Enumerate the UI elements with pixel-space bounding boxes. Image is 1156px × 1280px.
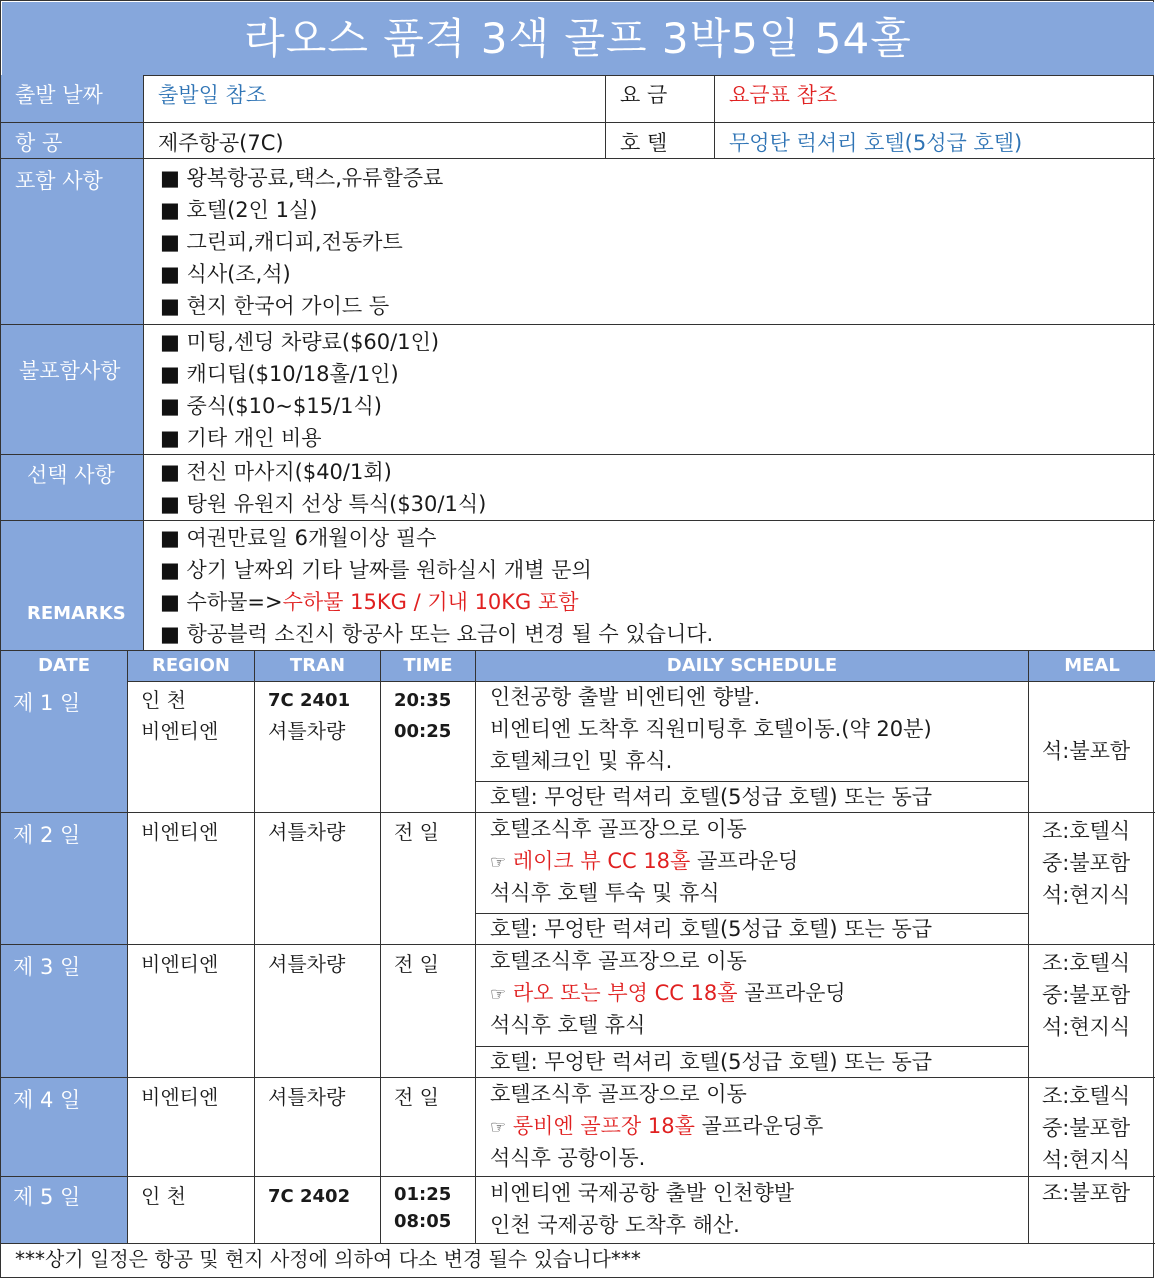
remarks-section xyxy=(1,521,1155,651)
time-text: 전 일 xyxy=(394,952,439,976)
optional-label: 선택 사항 xyxy=(1,455,144,520)
meal-text: 석:현지식 xyxy=(1042,1148,1131,1172)
list-item: ■ 기타 개인 비용 xyxy=(160,422,1155,454)
tran-cell xyxy=(255,813,381,944)
meal-text: 중:불포함 xyxy=(1042,851,1131,875)
remarks-list xyxy=(160,522,1155,650)
excluded-list xyxy=(160,326,1155,454)
list-item: ■ 중식($10~$15/1식) xyxy=(160,390,1155,422)
meal-text: 석:현지식 xyxy=(1042,883,1131,907)
table-row-day4 xyxy=(1,1078,1155,1177)
meal-text: 조:호텔식 xyxy=(1042,819,1131,843)
hotel-line: 호텔: 무엉탄 럭셔리 호텔(5성급 호텔) 또는 동급 xyxy=(476,913,1028,944)
day-label: 제 1 일 xyxy=(1,681,128,812)
meal-cell xyxy=(1029,813,1155,944)
remarks-label: REMARKS xyxy=(1,521,144,650)
region-text: 비엔티엔 xyxy=(141,820,219,844)
golf-course-rest: 골프라운딩 xyxy=(690,849,799,873)
baggage-prefix: 수하물=> xyxy=(186,590,283,614)
tran-text: 7C 2402 xyxy=(268,1186,351,1207)
baggage-value: 수하물 15KG / 기내 10KG 포함 xyxy=(282,590,579,614)
list-item: ■ 현지 한국어 가이드 등 xyxy=(160,290,1155,322)
time-text: 전 일 xyxy=(394,820,439,844)
footer-notice: ***상기 일정은 항공 및 현지 사정에 의하여 다소 변경 될수 있습니다*** xyxy=(15,1247,641,1271)
schedule-line: 호텔조식후 골프장으로 이동 xyxy=(490,817,747,841)
time-cell xyxy=(381,813,476,944)
schedule-line-golf xyxy=(476,1110,1028,1142)
golf-course-highlight: 레이크 뷰 CC 18홀 xyxy=(512,849,691,873)
region-cell xyxy=(128,1078,255,1176)
day-label: 제 2 일 xyxy=(1,813,128,944)
list-item: ■ 항공블럭 소진시 항공사 또는 요금이 변경 될 수 있습니다. xyxy=(160,618,1155,650)
day-label: 제 4 일 xyxy=(1,1078,128,1176)
schedule-line: 인천공항 출발 비엔티엔 향발. xyxy=(490,685,761,709)
list-item: ■ 여권만료일 6개월이상 필수 xyxy=(160,522,1155,554)
info-row-departure xyxy=(1,75,1155,123)
meal-cell xyxy=(1029,1078,1155,1176)
table-row-day1 xyxy=(1,681,1155,813)
meal-cell xyxy=(1029,1177,1155,1243)
region-cell xyxy=(128,681,255,812)
time-cell xyxy=(381,1078,476,1176)
schedule-table-header xyxy=(1,651,1155,682)
departure-value: 출발일 참조 xyxy=(144,75,606,122)
header-date: DATE xyxy=(1,651,128,681)
pointing-hand-icon: ☞ xyxy=(490,984,507,1005)
schedule-line: 호텔조식후 골프장으로 이동 xyxy=(490,949,747,973)
list-item: ■ 식사(조,석) xyxy=(160,258,1155,290)
region-text: 인 천 xyxy=(141,688,186,712)
airline-label: 항 공 xyxy=(1,123,144,158)
tran-text: 셔틀차량 xyxy=(268,952,346,976)
time-cell xyxy=(381,945,476,1077)
schedule-line-golf xyxy=(476,977,1028,1009)
pointing-hand-icon: ☞ xyxy=(490,852,507,873)
list-item: ■ 상기 날짜외 기타 날짜를 원하실시 개별 문의 xyxy=(160,554,1155,586)
meal-text: 중:불포함 xyxy=(1042,1116,1131,1140)
tran-cell xyxy=(255,1177,381,1243)
schedule-cell xyxy=(476,945,1029,1077)
tran-cell xyxy=(255,1078,381,1176)
table-row-day3 xyxy=(1,945,1155,1078)
tran-cell xyxy=(255,681,381,812)
info-row-airline xyxy=(1,123,1155,159)
header-meal: MEAL xyxy=(1064,655,1120,676)
time-text: 20:35 xyxy=(394,690,452,711)
hotel-label: 호 텔 xyxy=(606,123,715,158)
day-label: 제 5 일 xyxy=(1,1177,128,1243)
time-text: 01:25 xyxy=(394,1184,452,1205)
hotel-value: 무엉탄 럭셔리 호텔(5성급 호텔) xyxy=(729,131,1023,155)
region-text: 비엔티엔 xyxy=(141,1085,219,1109)
schedule-line: 석식후 호텔 휴식 xyxy=(490,1013,646,1037)
region-cell xyxy=(128,1177,255,1243)
list-item-baggage xyxy=(160,586,1155,618)
tran-text: 셔틀차량 xyxy=(268,719,346,743)
remarks-list-cell xyxy=(144,521,1155,650)
meal-text: 석:현지식 xyxy=(1042,1015,1131,1039)
list-item: ■ 전신 마사지($40/1회) xyxy=(160,456,1155,488)
included-section xyxy=(1,159,1155,325)
included-list-cell xyxy=(144,159,1155,324)
tran-cell xyxy=(255,945,381,1077)
meal-cell xyxy=(1029,681,1155,812)
day-label: 제 3 일 xyxy=(1,945,128,1077)
optional-section xyxy=(1,455,1155,521)
hotel-line: 호텔: 무엉탄 럭셔리 호텔(5성급 호텔) 또는 동급 xyxy=(476,781,1028,812)
hotel-line: 호텔: 무엉탄 럭셔리 호텔(5성급 호텔) 또는 동급 xyxy=(476,1046,1028,1077)
list-item: ■ 왕복항공료,택스,유류할증료 xyxy=(160,162,1155,194)
table-row-day5 xyxy=(1,1177,1155,1244)
price-value: 요금표 참조 xyxy=(729,83,838,107)
excluded-section xyxy=(1,325,1155,455)
meal-text: 중:불포함 xyxy=(1042,983,1131,1007)
schedule-line: 인천 국제공항 도착후 해산. xyxy=(490,1213,740,1237)
header-schedule: DAILY SCHEDULE xyxy=(476,651,1029,681)
meal-text: 조:불포함 xyxy=(1042,1181,1131,1205)
excluded-label: 불포함사항 xyxy=(1,325,144,454)
schedule-line: 호텔조식후 골프장으로 이동 xyxy=(490,1082,747,1106)
region-cell xyxy=(128,945,255,1077)
optional-list xyxy=(160,456,1155,520)
meal-cell xyxy=(1029,945,1155,1077)
optional-list-cell xyxy=(144,455,1155,520)
schedule-line-golf xyxy=(476,845,1028,877)
region-text: 인 천 xyxy=(141,1184,186,1208)
time-text: 08:05 xyxy=(394,1211,452,1232)
schedule-line: 비엔티엔 국제공항 출발 인천향발 xyxy=(490,1181,795,1205)
meal-text: 조:호텔식 xyxy=(1042,951,1131,975)
golf-course-rest: 골프라운딩후 xyxy=(694,1114,824,1138)
region-text: 비엔티엔 xyxy=(141,952,219,976)
header-tran: TRAN xyxy=(255,651,381,681)
schedule-line: 호텔체크인 및 휴식. xyxy=(490,749,673,773)
table-row-day2 xyxy=(1,813,1155,945)
tran-text: 셔틀차량 xyxy=(268,1085,346,1109)
time-text: 전 일 xyxy=(394,1085,439,1109)
header-region: REGION xyxy=(128,651,255,681)
list-item: ■ 미팅,센딩 차량료($60/1인) xyxy=(160,326,1155,358)
excluded-list-cell xyxy=(144,325,1155,454)
golf-course-highlight: 롱비엔 골프장 18홀 xyxy=(512,1114,695,1138)
airline-value: 제주항공(7C) xyxy=(144,123,606,158)
schedule-line: 석식후 호텔 투숙 및 휴식 xyxy=(490,881,720,905)
golf-course-highlight: 라오 또는 부영 CC 18홀 xyxy=(512,981,738,1005)
list-item: ■ 그린피,캐디피,전동카트 xyxy=(160,226,1155,258)
time-cell xyxy=(381,681,476,812)
time-text: 00:25 xyxy=(394,721,452,742)
schedule-cell xyxy=(476,1177,1029,1243)
list-item: ■ 탕원 유원지 선상 특식($30/1식) xyxy=(160,488,1155,520)
tran-text: 셔틀차량 xyxy=(268,820,346,844)
tran-text: 7C 2401 xyxy=(268,690,351,711)
included-label: 포함 사항 xyxy=(1,159,144,324)
schedule-cell xyxy=(476,681,1029,812)
region-cell xyxy=(128,813,255,944)
schedule-line: 비엔티엔 도착후 직원미팅후 호텔이동.(약 20분) xyxy=(490,717,932,741)
header-time: TIME xyxy=(381,651,476,681)
meal-text: 석:불포함 xyxy=(1042,739,1131,763)
pointing-hand-icon: ☞ xyxy=(490,1117,507,1138)
schedule-cell xyxy=(476,813,1029,944)
schedule-cell xyxy=(476,1078,1029,1176)
meal-text: 조:호텔식 xyxy=(1042,1084,1131,1108)
region-text: 비엔티엔 xyxy=(141,719,219,743)
time-cell xyxy=(381,1177,476,1243)
page-title: 라오스 품격 3색 골프 3박5일 54홀 xyxy=(2,2,1154,76)
golf-course-rest: 골프라운딩 xyxy=(737,981,846,1005)
list-item: ■ 캐디팁($10/18홀/1인) xyxy=(160,358,1155,390)
included-list xyxy=(160,162,1155,322)
price-label: 요 금 xyxy=(606,75,715,122)
list-item: ■ 호텔(2인 1실) xyxy=(160,194,1155,226)
departure-label: 출발 날짜 xyxy=(1,75,144,122)
schedule-line: 석식후 공항이동. xyxy=(490,1146,646,1170)
